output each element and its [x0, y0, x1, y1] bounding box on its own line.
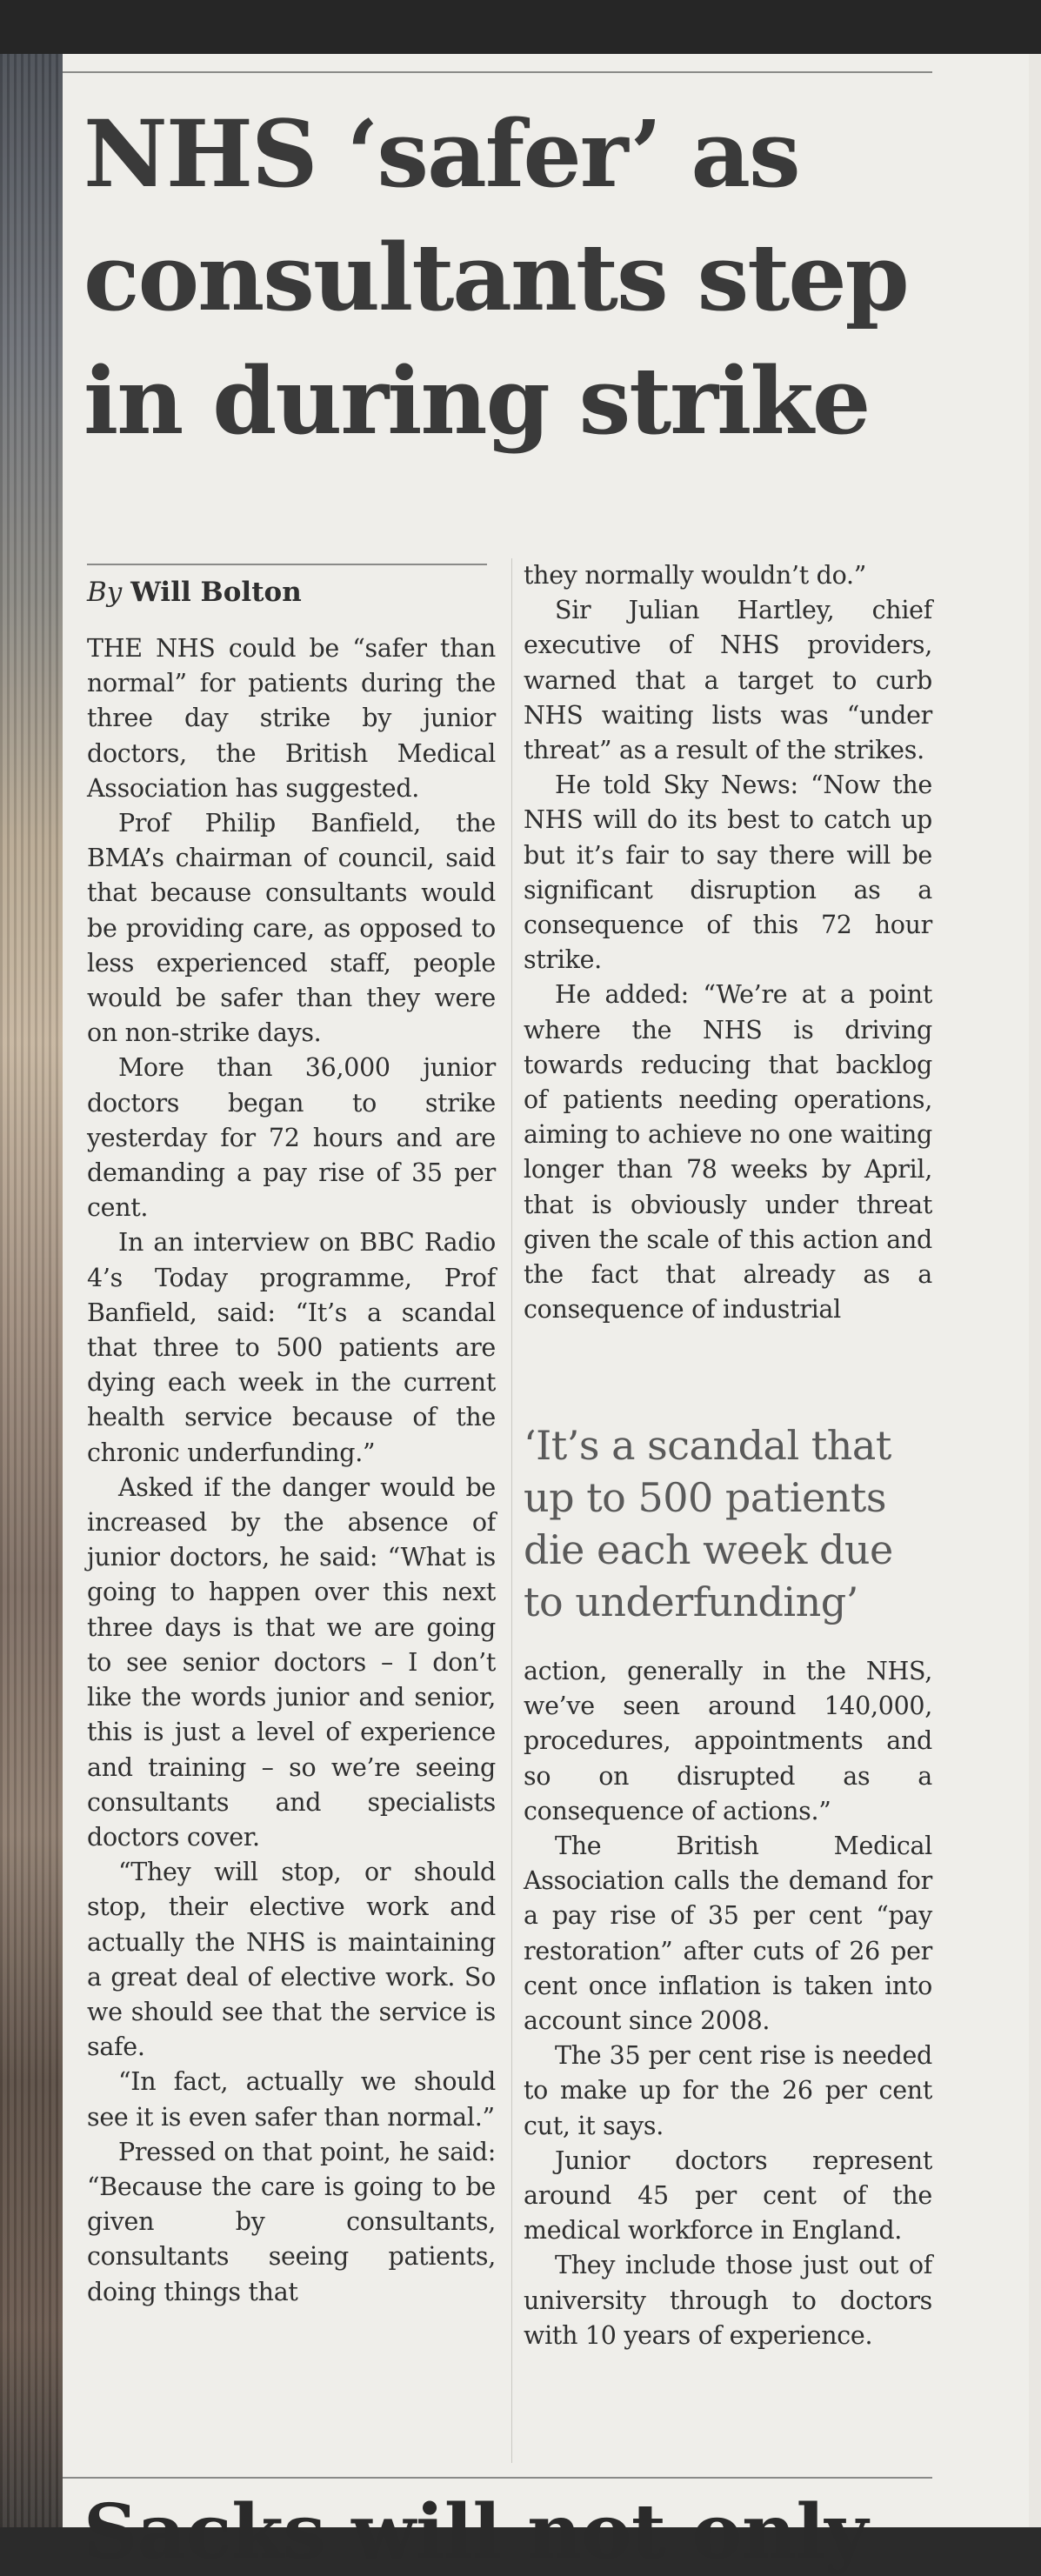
pull-quote: ‘It’s a scandal that up to 500 patients die each week due to underfunding’ — [524, 1422, 893, 1625]
scan-right-edge — [1029, 54, 1041, 2527]
byline-prefix: By — [87, 577, 123, 608]
top-rule — [63, 71, 932, 73]
right-column-top — [524, 558, 932, 1327]
headline-line: consultants step — [83, 223, 908, 331]
scan-top-edge — [0, 0, 1041, 54]
headline-line: in during strike — [83, 346, 870, 455]
paragraph: Asked if the danger would be increased by the absence of junior doctors, he said: “What is going to happen over this next three days is that we are going to see senior doctors – I don’t like the words junior and senior, this is just a level of experience and training – so we’re seeing consultants and specialists doctors cover. — [87, 1472, 496, 1852]
paragraph: He added: “We’re at a point where the NHS is driving towards reducing that backlog of patients needing operations, aiming to achieve no one waiting longer than 78 weeks by April, that is obviously under threat given the scale of this action and the fact that already as a consequence of industrial — [524, 980, 932, 1325]
column-divider — [511, 558, 512, 2463]
paragraph: The 35 per cent rise is needed to make up for the 26 per cent cut, it says. — [524, 2041, 932, 2140]
paragraph: They include those just out of university through to doctors with 10 years of experience. — [524, 2251, 932, 2350]
next-headline-text: Sacks will not only — [83, 2488, 869, 2576]
byline — [87, 564, 487, 611]
next-article-headline-cropped — [83, 2488, 997, 2576]
byline-author: Will Bolton — [130, 577, 302, 608]
right-column-bottom — [524, 1654, 932, 2353]
paragraph: More than 36,000 junior doctors began to strike yesterday for 72 hours and are demanding a pay rise of 35 per cent. — [87, 1053, 496, 1223]
paragraph: Prof Philip Banfield, the BMA’s chairman of council, said that because consultants would be providing care, as opposed to less experienced staff, people would be safer than they were on non-strike days. — [87, 809, 496, 1048]
headline — [83, 92, 953, 463]
paragraph: Pressed on that point, he said: “Because the care is going to be given by consultants, consultants seeing patients, doing things that — [87, 2137, 496, 2306]
paragraph: In an interview on BBC Radio 4’s Today programme, Prof Banfield, said: “It’s a scandal that three to 500 patients are dying each week in the current health service because of the chronic underfunding.” — [87, 1228, 496, 1467]
paragraph: He told Sky News: “Now the NHS will do its best to catch up but it’s fair to say there will be significant disruption as a consequence of this 72 hour strike. — [524, 771, 932, 975]
headline-line: NHS ‘safer’ as — [83, 99, 799, 208]
paragraph: “In fact, actually we should see it is even safer than normal.” — [87, 2067, 496, 2132]
paragraph: The British Medical Association calls the demand for a pay rise of 35 per cent “pay restoration” after cuts of 26 per cent once inflation is taken into account since 2008. — [524, 1832, 932, 2036]
bottom-rule — [63, 2477, 932, 2479]
paragraph: action, generally in the NHS, we’ve seen around 140,000, procedures, appointments and so on disrupted as a consequence of actions.” — [524, 1657, 932, 1825]
paragraph: “They will stop, or should stop, their elective work and actually the NHS is maintaining a great deal of elective work. So we should see that the service is safe. — [87, 1858, 496, 2062]
adjacent-photo-strip — [0, 54, 63, 2527]
paragraph: Sir Julian Hartley, chief executive of NHS providers, warned that a target to curb NHS waiting lists was “under threat” as a result of the strikes. — [524, 596, 932, 765]
paragraph: they normally wouldn’t do.” — [524, 561, 867, 590]
newspaper-clipping — [63, 54, 1029, 2576]
left-column — [87, 631, 496, 2310]
paragraph: Junior doctors represent around 45 per cent of the medical workforce in England. — [524, 2146, 932, 2246]
paragraph: THE NHS could be “safer than normal” for patients during the three day strike by junior doctors, the British Medical Association has suggested. — [87, 634, 496, 803]
